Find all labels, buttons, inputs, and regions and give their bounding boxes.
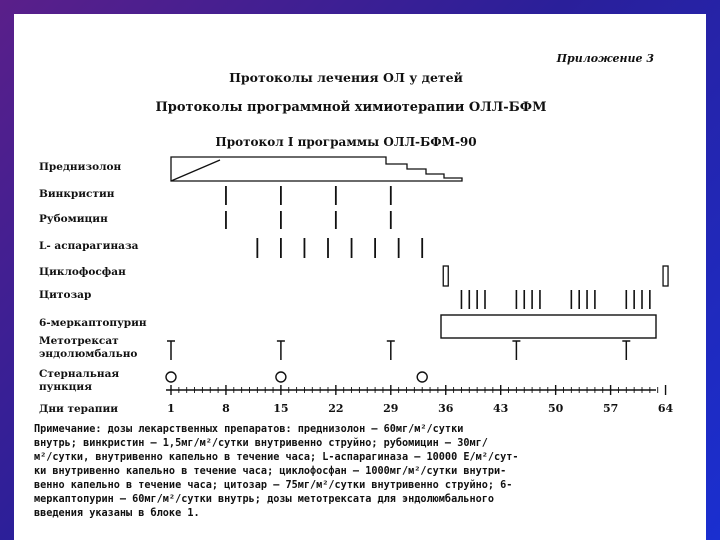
label-vincristine: Винкристин (39, 188, 115, 200)
slide-page (14, 14, 706, 540)
note-line: м²/сутки, внутривенно капельно в течение часа; L-аспарагиназа — 10000 Е/м²/сут- (34, 452, 519, 463)
sternal-puncture-mark (166, 372, 176, 382)
label-sternal-puncture: пункция (39, 381, 92, 393)
label-asparaginase: L- аспарагиназа (39, 240, 139, 252)
label-sternal: Стернальная (39, 368, 120, 380)
day-axis-label: 1 (167, 402, 175, 415)
cyclophosphamide-dose-mark (443, 266, 448, 286)
prednisolone-ramp (171, 160, 220, 181)
note-line: внутрь; винкристин — 1,5мг/м²/сутки внутривенно струйно; рубомицин — 30мг/ (34, 438, 488, 449)
day-axis-label: 15 (273, 402, 289, 415)
label-cyclophosphamide: Циклофосфан (39, 266, 126, 278)
label-methotrexate: Метотрексат (39, 335, 119, 347)
cyclophosphamide-dose-mark (663, 266, 668, 286)
day-axis-label: 64 (657, 402, 674, 415)
note-line: ки внутривенно капельно в течение часа; циклофосфан — 1000мг/м²/сутки внутри- (34, 466, 507, 477)
day-axis-label: 29 (383, 402, 399, 415)
note-line: меркаптопурин — 60мг/м²/сутки внутрь; дозы метотрексата для эндолюмбального (34, 494, 495, 505)
day-axis-label: 43 (493, 402, 509, 415)
sternal-puncture-mark (276, 372, 286, 382)
appendix-label: Приложение 3 (556, 52, 654, 65)
note-line: Примечание: дозы лекарственных препаратов: преднизолон — 60мг/м²/сутки (34, 424, 464, 435)
label-methotrexate-route: эндолюмбально (39, 348, 138, 360)
label-therapy-days: Дни терапии (39, 403, 119, 415)
schedule-marks (166, 186, 668, 382)
label-cytosar: Цитозар (39, 289, 92, 301)
note-line: введения указаны в блоке 1. (34, 508, 200, 519)
note-block (34, 424, 519, 519)
label-prednisolone: Преднизолон (39, 161, 122, 173)
day-axis-label: 50 (547, 402, 564, 415)
title-secondary: Протоколы программной химиотерапии ОЛЛ-БФМ (155, 100, 547, 115)
label-rubomycin: Рубомицин (39, 213, 108, 225)
mercaptopurine-bar (441, 315, 656, 338)
title-primary: Протоколы лечения ОЛ у детей (229, 70, 463, 85)
label-mercaptopurine: 6-меркаптопурин (39, 317, 147, 329)
protocol-title: Протокол I программы ОЛЛ-БФМ-90 (215, 135, 477, 149)
day-axis-label: 36 (438, 402, 454, 415)
protocol-figure (14, 14, 706, 540)
note-line: венно капельно в течение часа; цитозар — 75мг/м²/сутки внутривенно струйно; 6- (34, 480, 513, 491)
prednisolone-bar (171, 157, 462, 181)
day-axis-label: 8 (222, 402, 230, 415)
day-axis-label: 22 (328, 402, 344, 415)
sternal-puncture-mark (417, 372, 427, 382)
day-axis-label: 57 (602, 402, 619, 415)
